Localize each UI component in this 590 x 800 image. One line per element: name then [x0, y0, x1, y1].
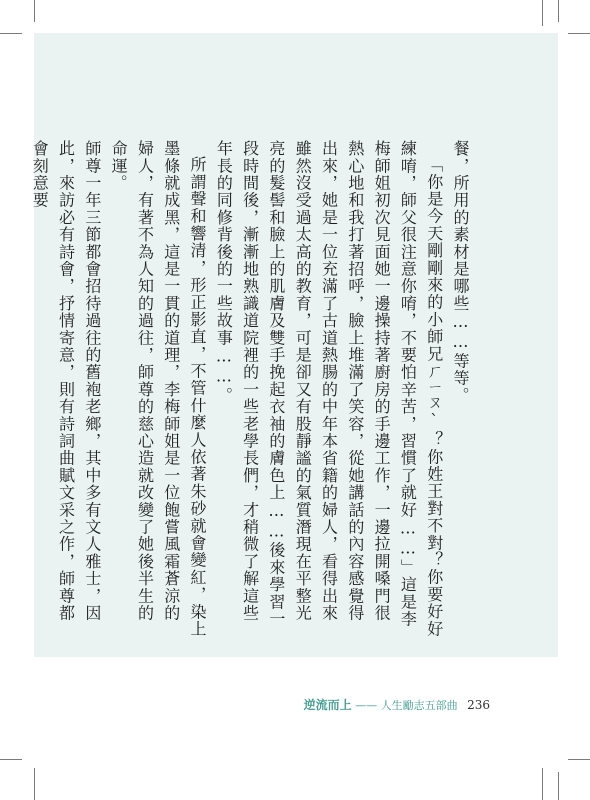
- body-text: [30, 140, 473, 638]
- crop-mark-bottom-left: [34, 768, 35, 800]
- crop-mark-bottom-left: [0, 759, 22, 760]
- paragraph: 餐，所用的素材是哪些……等等。: [451, 140, 470, 404]
- page-footer: [0, 696, 490, 713]
- book-subtitle: 人生勵志五部曲: [380, 699, 458, 712]
- paragraph: 「你是今天剛剛來的小師兄ㄏㄧㄡˋ？你姓王對不對？你要好好練唷，師父很注意你唷，不要怕辛苦，習慣了就好……」這是李梅師姐初次見面她一邊操持著廚房的手邊工作，一邊拉開嗓門很熱心地和我打著招呼，臉上堆滿了笑容，從她講話的內容感覺得出來，她是一位充滿了古道熱腸的中年本省籍的婦人，看得出來雖然沒受過太高的教育，可是卻又有股靜謐的氣質潛現在平整光亮的髮髻和臉上的肌膚及雙手挽起衣袖的膚色上……後來學習一段時間後，漸漸地熟識道院裡的一些老學長們，才稍微了解這些年長的同修背後的一些故事……。: [214, 140, 444, 638]
- crop-mark-top-left: [34, 0, 35, 22]
- crop-mark-top-right: [558, 0, 559, 22]
- crop-mark-top-left: [0, 33, 22, 34]
- crop-mark-bottom-right: [542, 768, 543, 800]
- page-number: 236: [467, 698, 490, 712]
- paragraph: 師尊一年三節都會招待過往的舊袍老鄉，其中多有文人雅士，因此，來訪必有詩會，抒情寄意，則有詩詞曲賦文采之作，師尊都會刻意要: [30, 140, 102, 622]
- crop-mark-top-right: [542, 0, 543, 26]
- crop-mark-bottom-right: [558, 772, 559, 800]
- title-dash: ——: [355, 699, 378, 712]
- crop-mark-bottom-right: [568, 759, 590, 760]
- paragraph: 所謂聲和響清，形正影直，不管什麼人依著朱砂就會變紅，染上墨條就成黑，這是一貫的道理，李梅師姐是一位飽嘗風霜蒼涼的婦人，有著不為人知的過往，師尊的慈心造就改變了她後半生的命運。: [109, 140, 208, 638]
- book-title: 逆流而上: [303, 698, 352, 712]
- crop-mark-top-right: [568, 33, 590, 34]
